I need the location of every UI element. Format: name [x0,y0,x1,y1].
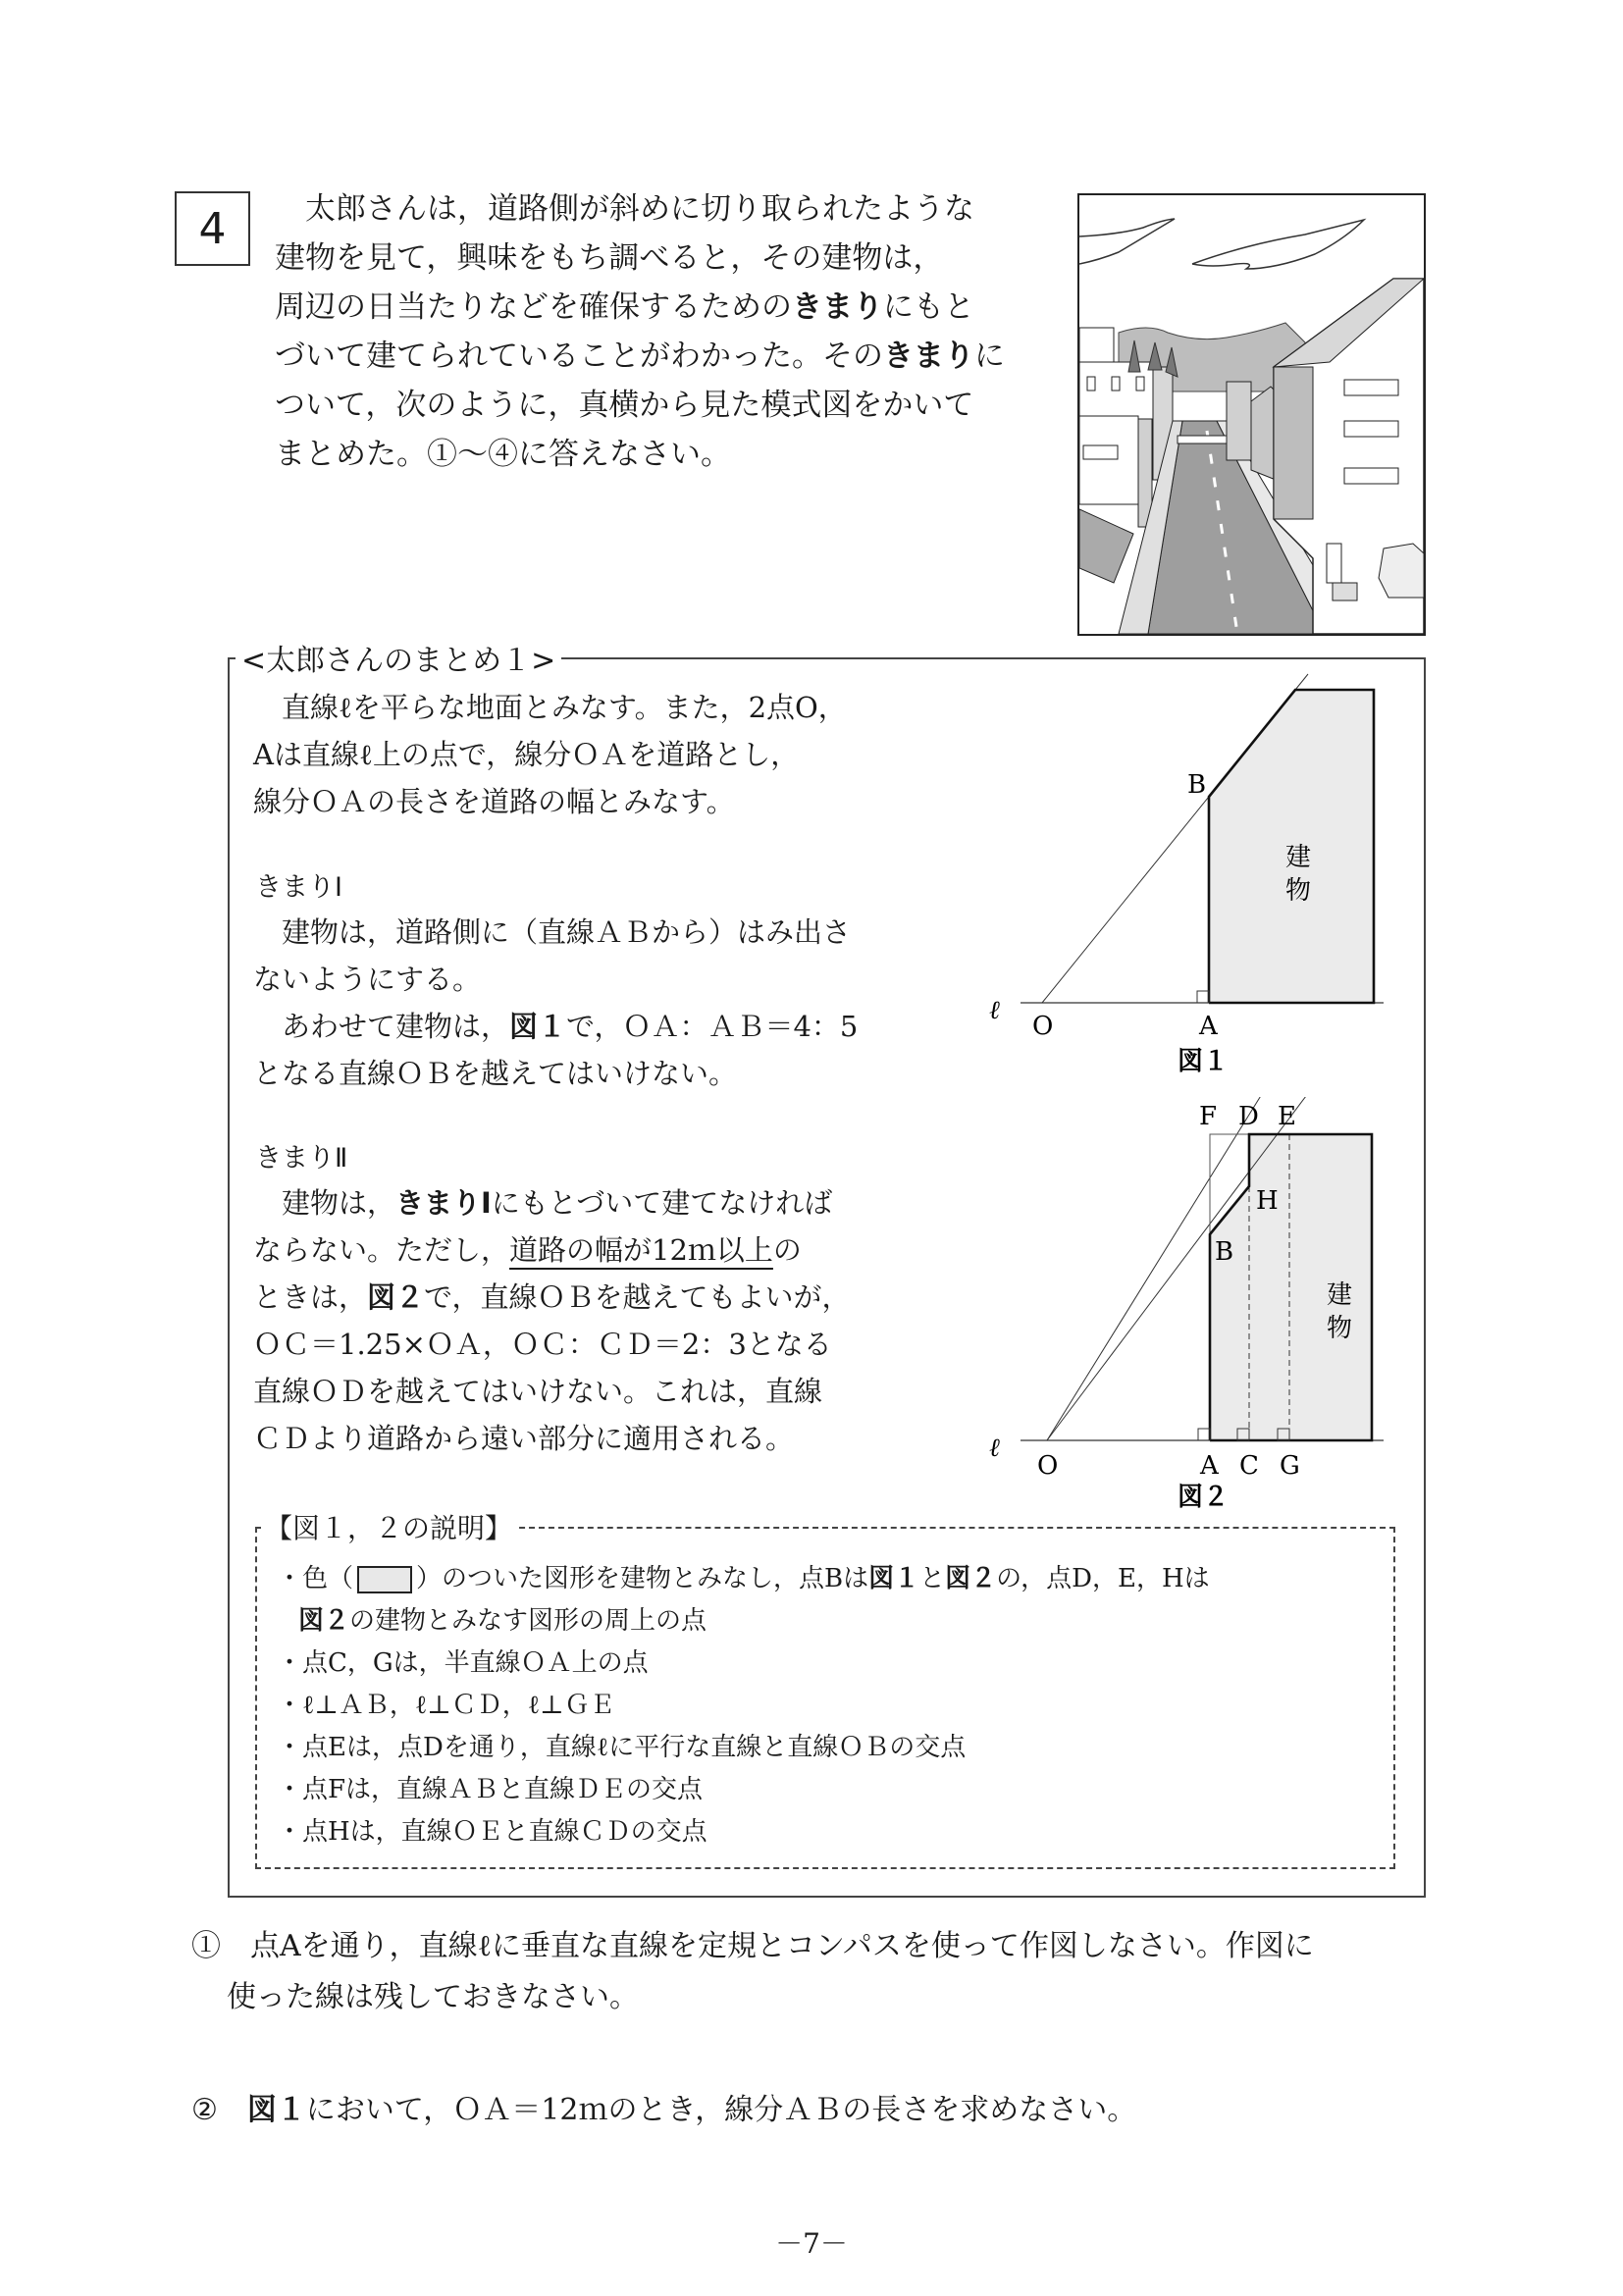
explanation-item [277,1558,1386,1600]
street-building-illustration [1077,193,1426,636]
rule2-heading: きまりⅡ [255,1143,348,1174]
label-l: ℓ [989,1434,1000,1463]
rule1-ref: きまりⅠ [395,1186,492,1220]
right-angle-mark [1197,991,1209,1003]
text-part: ）のついた図形を建物とみなし，点Bは [416,1564,869,1593]
figure1-caption: 図１ [1178,1047,1230,1076]
text-part: ・色（ [277,1564,354,1593]
building-label: 物 [1285,876,1312,906]
text-part: の，点D，E，Hは [996,1564,1210,1593]
label-H: H [1256,1186,1279,1216]
bridge [1178,436,1227,444]
question-line [191,2085,1447,2136]
kimari-emphasis: きまり [883,339,974,374]
explanation-title: 【図１，２の説明】 [261,1507,516,1546]
intro-text [275,184,1021,479]
building-label: 物 [1327,1314,1353,1343]
explanation-item: ・点Hは，直線ＯＥと直線ＣＤの交点 [277,1817,707,1847]
figure2-ref: 図２ [367,1280,425,1314]
kimari-emphasis: きまり [792,289,883,325]
text-line [253,1274,960,1321]
intro-line: 建物を見て，興味をもち調べると，その建物は， [275,240,944,276]
text-part: ならない。ただし， [253,1233,510,1267]
text-line: 直線ＯＤを越えてはいけない。これは，直線 [253,1375,823,1408]
text-line: 建物は，道路側に（直線ＡＢから）はみ出さ [282,915,852,949]
building-label: 建 [1285,843,1312,872]
text-line [253,1179,960,1226]
underlined-condition: 道路の幅が12ｍ以上 [509,1233,773,1267]
truck [1379,544,1424,598]
text-line: ＣＤより道路から遠い部分に適用される。 [253,1422,795,1455]
rule2-text [253,1179,960,1462]
explanation-item-continued [277,1600,1386,1643]
question-2 [191,2085,1447,2136]
label-O: O [1037,1451,1059,1481]
page-number: －7－ [775,2227,848,2260]
intro-line [275,283,1021,332]
problem-number [175,191,250,266]
label-F: F [1199,1102,1218,1131]
figure1-ref: 図１ [868,1564,920,1593]
question-line: 使った線は残しておきなさい。 [227,1980,639,2014]
color-swatch-icon [357,1566,412,1593]
explanation-list [277,1558,1386,1853]
explanation-item: ・点Fは，直線ＡＢと直線ＤＥの交点 [277,1775,704,1804]
label-A: A [1199,1012,1218,1041]
problem-number-text: 4 [198,203,227,254]
question-text: において，ＯＡ＝12ｍのとき，線分ＡＢの長さを求めなさい。 [305,2093,1137,2127]
figure2-ref: 図２ [945,1564,997,1593]
cloud-right [1192,220,1364,269]
text-part: 建物は， [282,1186,396,1220]
question-1 [191,1921,1447,2023]
figure1 [981,667,1423,1089]
intro-line: まとめた。①～④に答えなさい。 [275,437,731,472]
text-line [253,1003,960,1050]
intro-text-part: づいて建てられていることがわかった。その [275,339,883,374]
text-part: で，直線ＯＢを越えてもよいが， [424,1280,851,1314]
label-G: G [1280,1451,1300,1481]
rule1-text [253,909,960,1097]
label-B: B [1215,1237,1234,1267]
left-shop [1079,416,1138,504]
text-part: あわせて建物は， [282,1010,510,1043]
text-line: となる直線ＯＢを越えてはいけない。 [253,1057,738,1090]
text-part: で，ＯＡ：ＡＢ＝4：5 [566,1010,859,1043]
explanation-item: ・点C，Gは，半直線ＯＡ上の点 [277,1648,649,1678]
left-roof [1079,509,1133,583]
summary-paragraph [253,684,960,825]
rule1-heading: きまりⅠ [255,872,342,903]
left-building-back [1079,328,1114,367]
text-line [253,1226,960,1274]
figure1-ref: 図１ [509,1010,567,1043]
intro-line: ついて，次のように，真横から見た模式図をかいて [275,388,974,423]
text-line: 線分ＯＡの長さを道路の幅とみなす。 [253,785,735,818]
intro-text-part: 周辺の日当たりなどを確保するための [275,289,792,325]
question-number: ① [191,1929,221,1963]
intro-line: 太郎さんは，道路側が斜めに切り取られたような [275,191,974,227]
label-E: E [1278,1102,1296,1131]
label-O: O [1032,1012,1054,1041]
text-part: の [772,1233,802,1267]
summary-title: <太郎さんのまとめ１> [236,636,561,679]
question-line [191,1921,1447,1972]
intro-line [275,332,1021,381]
figure2 [981,1097,1423,1519]
text-line: ＯＣ＝1.25×ＯＡ，ＯＣ：ＣＤ＝2：3となる [253,1328,832,1361]
text-part: ときは， [253,1280,368,1314]
question-text: 点Aを通り，直線ℓに垂直な直線を定規とコンパスを使って作図しなさい。作図に [250,1929,1314,1963]
label-C: C [1239,1451,1259,1481]
text-part: にもとづいて建てなければ [491,1186,833,1220]
text-line: Aは直線ℓ上の点で，線分ＯＡを道路とし， [253,738,800,771]
explanation-item: ・ℓ⊥ＡＢ，ℓ⊥ＣＤ，ℓ⊥ＧＥ [277,1691,615,1720]
text-part: の建物とみなす図形の周上の点 [349,1606,707,1636]
figure1-ref: 図１ [246,2093,306,2127]
label-l: ℓ [989,996,1000,1025]
explanation-item: ・点Eは，点Dを通り，直線ℓに平行な直線と直線ＯＢの交点 [277,1733,967,1762]
label-B: B [1187,770,1207,800]
right-angle-mark [1198,1429,1210,1440]
street-scene-icon [1079,195,1424,634]
intro-text-part: に [974,339,1005,374]
cloud-left [1079,219,1175,264]
text-part: と [919,1564,946,1593]
label-A: A [1200,1451,1219,1481]
figure2-caption: 図２ [1178,1483,1230,1512]
label-D: D [1238,1102,1259,1131]
intro-text-part: にもと [883,289,974,325]
text-line: ないようにする。 [253,963,482,996]
building-side [1274,367,1313,519]
text-line: 直線ℓを平らな地面とみなす。また，2点O， [282,691,847,724]
figure2-ref: 図２ [298,1606,350,1636]
building-label: 建 [1327,1280,1353,1310]
sign [1327,544,1341,583]
question-number: ② [191,2093,218,2127]
